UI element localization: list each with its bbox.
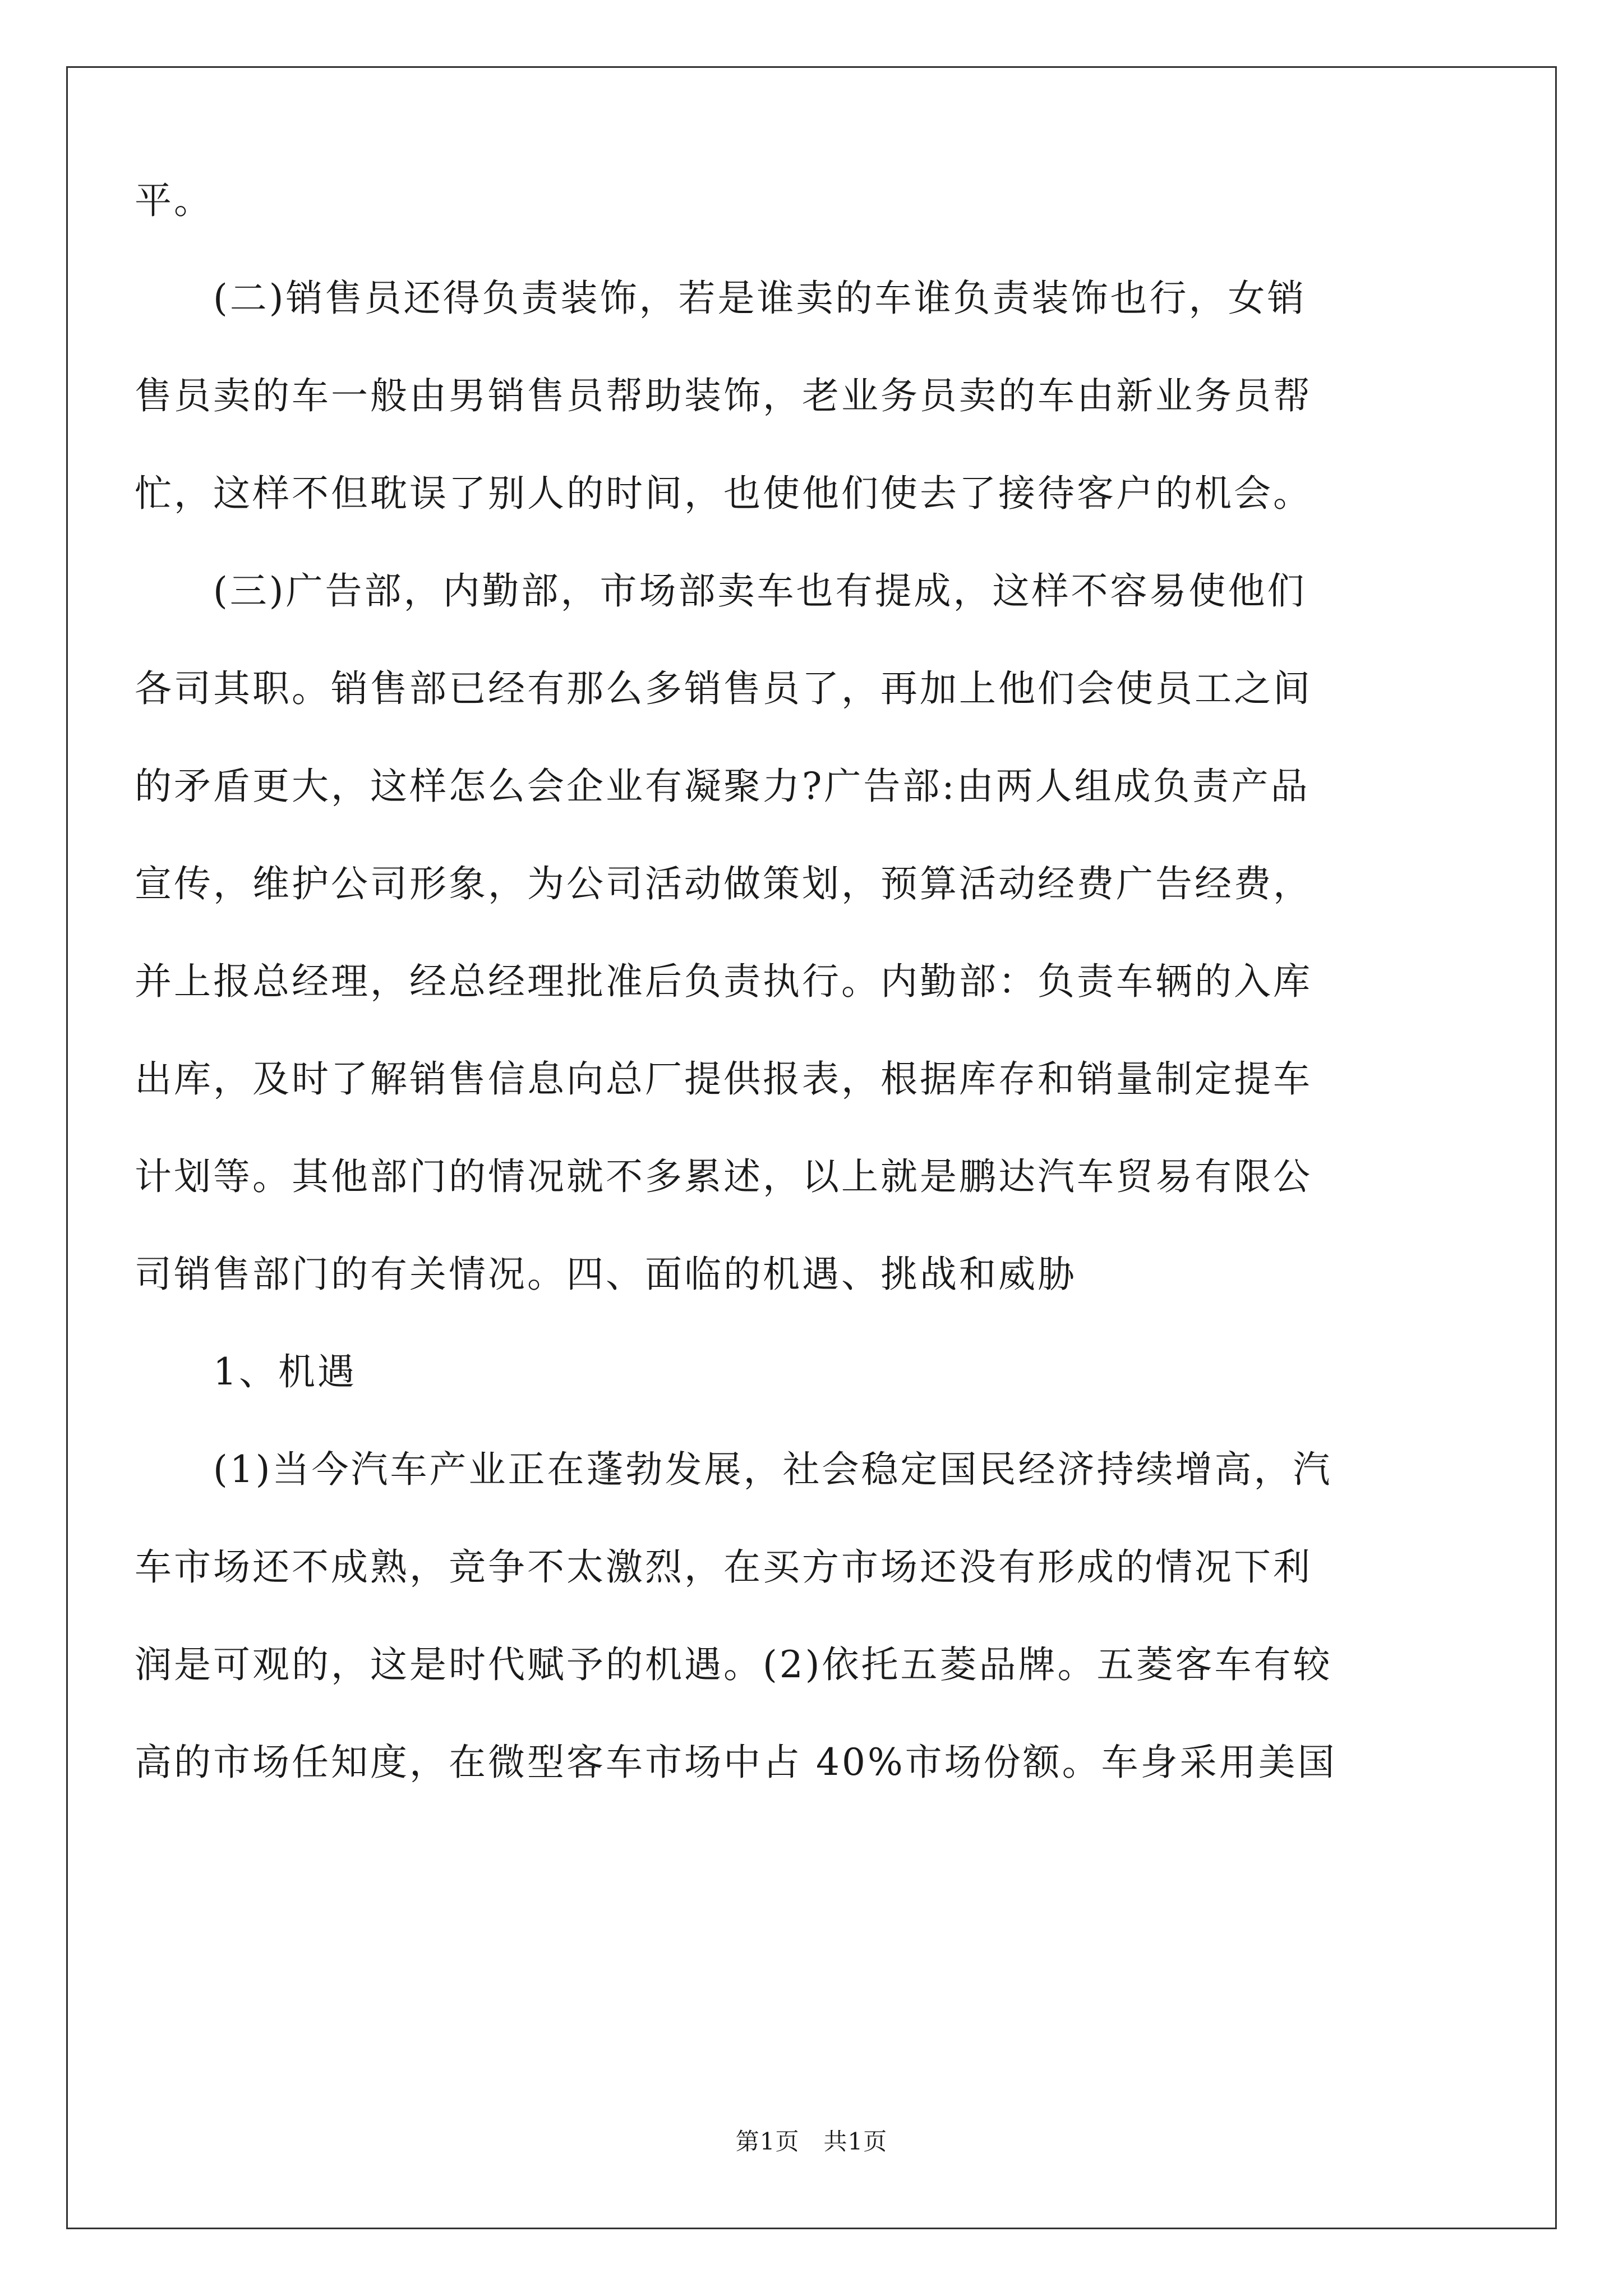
text-line: (三)广告部，内勤部，市场部卖车也有提成，这样不容易使他们 bbox=[135, 569, 1307, 613]
text-line: 宣传，维护公司形象，为公司活动做策划，预算活动经费广告经费， bbox=[135, 862, 1312, 905]
text-line: 司销售部门的有关情况。四、面临的机遇、挑战和威胁 bbox=[135, 1253, 1077, 1296]
text-line: 车市场还不成熟，竞争不太激烈，在买方市场还没有形成的情况下利 bbox=[135, 1545, 1312, 1589]
text-line: 出库，及时了解销售信息向总厂提供报表，根据库存和销量制定提车 bbox=[135, 1057, 1312, 1101]
text-line: 售员卖的车一般由男销售员帮助装饰，老业务员卖的车由新业务员帮 bbox=[135, 374, 1312, 417]
document-body bbox=[135, 179, 1424, 1842]
text-line: 润是可观的，这是时代赋予的机遇。(2)依托五菱品牌。五菱客车有较 bbox=[135, 1643, 1332, 1686]
text-line: 并上报总经理，经总经理批准后负责执行。内勤部：负责车辆的入库 bbox=[135, 960, 1312, 1003]
text-line: 忙，这样不但耽误了别人的时间，也使他们使去了接待客户的机会。 bbox=[135, 472, 1312, 515]
text-line: 平。 bbox=[135, 179, 213, 222]
text-line: 高的市场任知度，在微型客车市场中占 40%市场份额。车身采用美国 bbox=[135, 1741, 1337, 1784]
text-line: 1、机遇 bbox=[135, 1350, 357, 1393]
text-line: 的矛盾更大，这样怎么会企业有凝聚力?广告部:由两人组成负责产品 bbox=[135, 765, 1310, 808]
text-line: 各司其职。销售部已经有那么多销售员了，再加上他们会使员工之间 bbox=[135, 667, 1312, 710]
page-number-footer: 第1页 共1页 bbox=[735, 2128, 888, 2155]
text-line: (二)销售员还得负责装饰，若是谁卖的车谁负责装饰也行，女销 bbox=[135, 277, 1307, 320]
text-line: (1)当今汽车产业正在蓬勃发展，社会稳定国民经济持续增高，汽 bbox=[135, 1448, 1332, 1491]
text-line: 计划等。其他部门的情况就不多累述，以上就是鹏达汽车贸易有限公 bbox=[135, 1155, 1312, 1198]
